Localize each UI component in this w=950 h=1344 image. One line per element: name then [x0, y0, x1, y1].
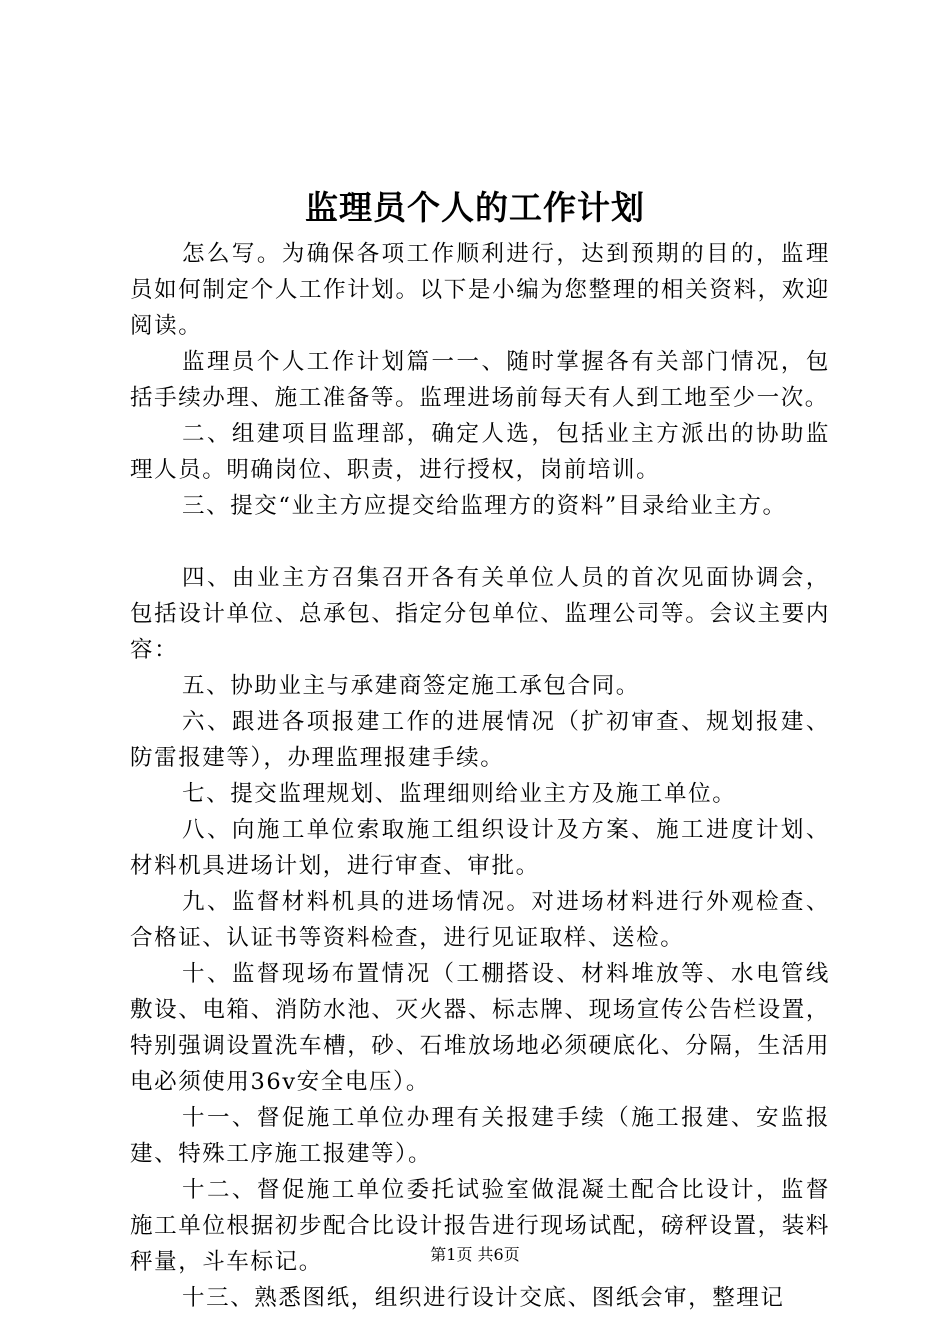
document-title: 监理员个人的工作计划 [305, 188, 645, 227]
paragraph-item-1: 监理员个人工作计划篇一一、随时掌握各有关部门情况，包括手续办理、施工准备等。监理进场前每天有人到工地至少一次。 [130, 349, 830, 411]
paragraph-item-7: 七、提交监理规划、监理细则给业主方及施工单位。 [182, 781, 737, 807]
page-footer: 第1页 共6页 [430, 1245, 520, 1264]
paragraph-item-9: 九、监督材料机具的进场情况。对进场材料进行外观检查、合格证、认证书等资料检查，进行见证取样、送检。 [130, 889, 830, 951]
paragraph-item-8: 八、向施工单位索取施工组织设计及方案、施工进度计划、材料机具进场计划，进行审查、审批。 [130, 817, 830, 879]
paragraph-item-13: 十三、熟悉图纸，组织进行设计交底、图纸会审，整理记 [182, 1285, 785, 1311]
paragraph-item-10: 十、监督现场布置情况（工棚搭设、材料堆放等、水电管线敷设、电箱、消防水池、灭火器、标志牌、现场宣传公告栏设置，特别强调设置洗车槽，砂、石堆放场地必须硬底化、分隔，生活用电必须使用36v安全电压）。 [130, 961, 830, 1095]
paragraph-item-5: 五、协助业主与承建商签定施工承包合同。 [182, 673, 640, 699]
paragraph-item-2: 二、组建项目监理部，确定人选，包括业主方派出的协助监理人员。明确岗位、职责，进行授权，岗前培训。 [130, 421, 830, 483]
blank-line [130, 524, 830, 560]
paragraph-intro: 怎么写。为确保各项工作顺利进行，达到预期的目的，监理员如何制定个人工作计划。以下是小编为您整理的相关资料，欢迎阅读。 [130, 241, 830, 339]
paragraph-item-3: 三、提交“业主方应提交给监理方的资料”目录给业主方。 [182, 493, 787, 519]
paragraph-item-12: 十二、督促施工单位委托试验室做混凝土配合比设计，监督施工单位根据初步配合比设计报告进行现场试配，磅秤设置，装料秤量，斗车标记。 [130, 1177, 830, 1275]
document-body [130, 236, 830, 1316]
paragraph-item-6: 六、跟进各项报建工作的进展情况（扩初审查、规划报建、防雷报建等），办理监理报建手续。 [130, 709, 830, 771]
paragraph-item-11: 十一、督促施工单位办理有关报建手续（施工报建、安监报建、特殊工序施工报建等）。 [130, 1105, 830, 1167]
paragraph-item-4: 四、由业主方召集召开各有关单位人员的首次见面协调会，包括设计单位、总承包、指定分包单位、监理公司等。会议主要内容： [130, 565, 830, 663]
